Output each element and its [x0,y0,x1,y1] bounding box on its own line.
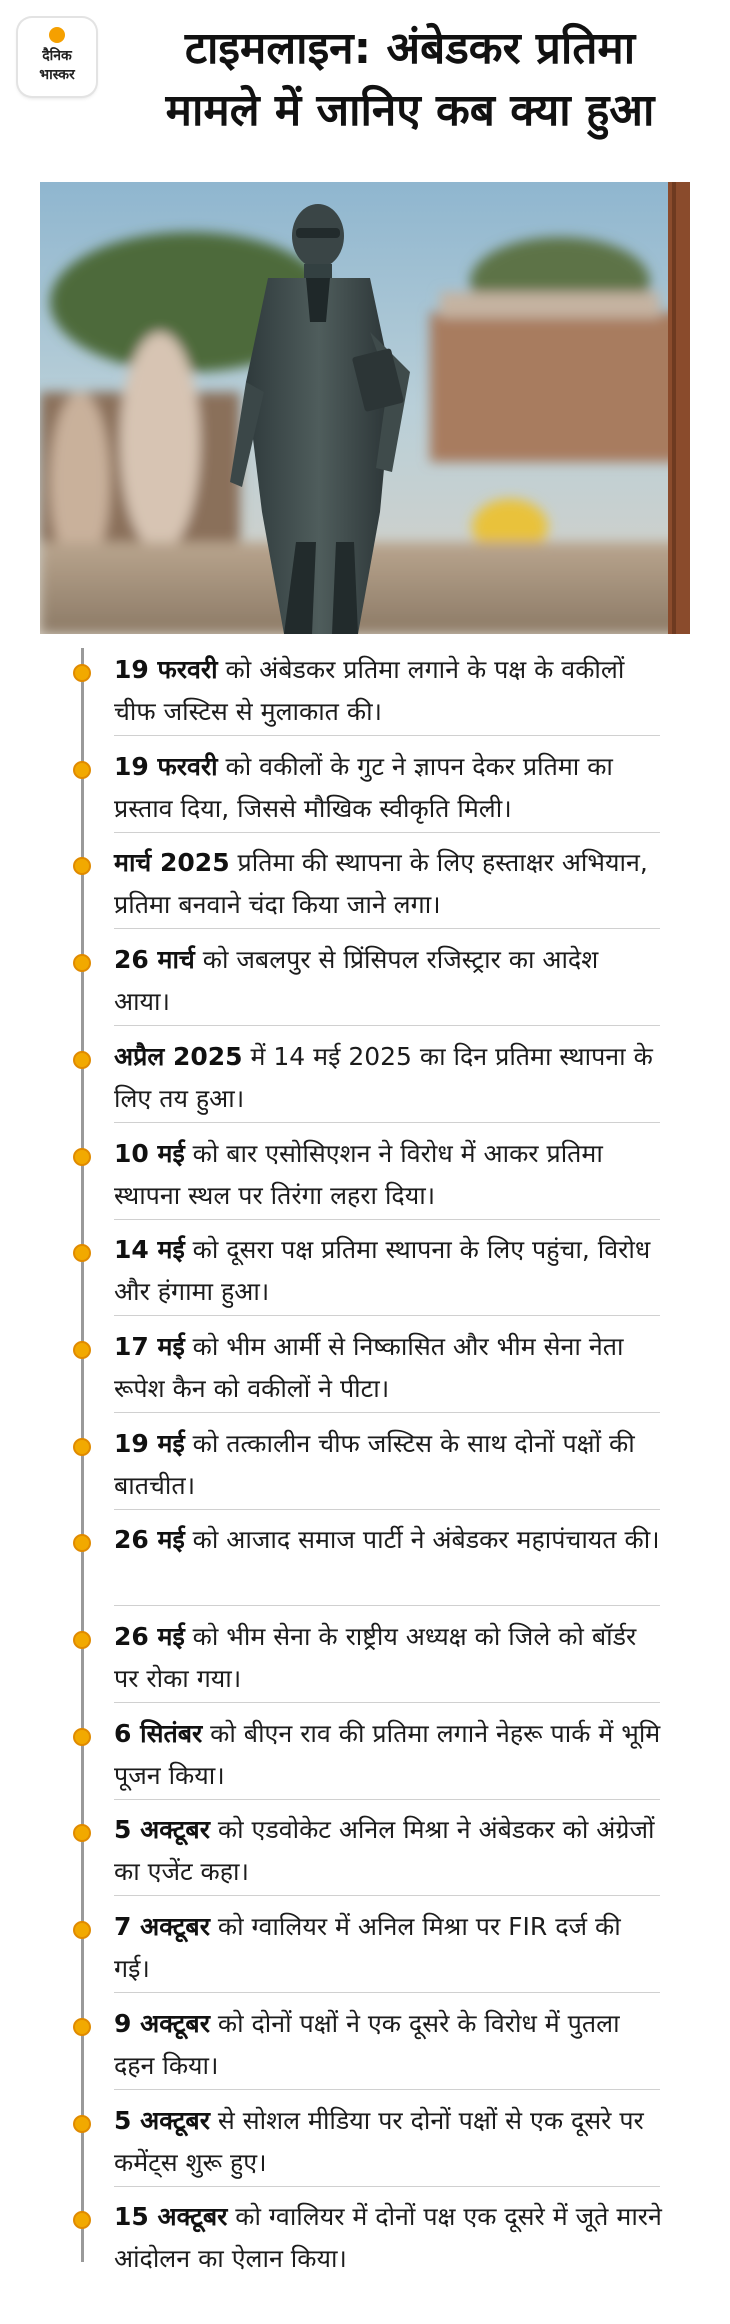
timeline-date: 26 मार्च [114,945,195,975]
timeline-date: 5 अक्टूबर [114,2105,210,2135]
timeline-dot-icon [73,761,91,779]
timeline-date: 6 सितंबर [114,1718,203,1748]
timeline-date: 17 मई [114,1331,185,1361]
timeline-dot-icon [73,857,91,875]
timeline-item [60,1220,660,1316]
title-line-2: मामले में जानिए कब क्या हुआ [165,85,655,136]
title-line-1: टाइमलाइन: अंबेडकर प्रतिमा [184,23,636,74]
timeline-date: 26 मई [114,1622,185,1651]
timeline-dot-icon [73,1921,91,1939]
timeline-text [114,1229,662,1313]
timeline-date: 19 फरवरी [114,655,218,684]
timeline-description: को जबलपुर से प्रिंसिपल रजिस्ट्रार का आदेश आया। [114,945,599,1017]
timeline-description: को दोनों पक्षों ने एक दूसरे के विरोध में पुतला दहन किया। [114,2008,620,2080]
timeline-text [114,1133,662,1217]
timeline-description: को अंबेडकर प्रतिमा लगाने के पक्ष के वकीलों चीफ जस्टिस से मुलाकात की। [114,655,625,726]
timeline-item [60,1414,660,1510]
timeline-text [114,1809,662,1893]
timeline-description: को ग्वालियर में दोनों पक्ष एक दूसरे में जूते मारने आंदोलन का ऐलान किया। [114,2202,662,2274]
timeline-item [60,1994,660,2090]
timeline-description: को भीम आर्मी से निष्कासित और भीम सेना नेता रूपेश कैन को वकीलों ने पीटा। [114,1331,624,1403]
timeline-dot-icon [73,1824,91,1842]
timeline-date: 7 अक्टूबर [114,1912,210,1942]
timeline-text [114,2196,662,2280]
timeline-dot-icon [73,1341,91,1359]
timeline-dot-icon [73,2018,91,2036]
timeline-item [60,1704,660,1800]
timeline-dot-icon [73,664,91,682]
timeline-description: को बार एसोसिएशन ने विरोध में आकर प्रतिमा स्थापना स्थल पर तिरंगा लहरा दिया। [114,1138,603,1210]
timeline-dot-icon [73,1051,91,1069]
timeline-date: 5 अक्टूबर [114,1815,210,1845]
sun-dot-icon [49,27,65,43]
timeline-item [60,1317,660,1413]
timeline-item [60,737,660,833]
timeline-item [60,833,660,929]
timeline-item [60,640,660,736]
timeline-date: 19 फरवरी [114,751,218,781]
timeline [0,640,730,2324]
timeline-text [114,746,662,830]
timeline-dot-icon [73,954,91,972]
brand-logo[interactable] [18,18,96,96]
timeline-description: को एडवोकेट अनिल मिश्रा ने अंबेडकर को अंग्रेजों का एजेंट कहा। [114,1815,655,1887]
statue-photo [40,182,690,634]
timeline-text [114,842,662,926]
timeline-text [114,2003,662,2087]
timeline-item [60,930,660,1026]
timeline-dot-icon [73,2115,91,2133]
timeline-item [60,1800,660,1896]
timeline-dot-icon [73,2211,91,2229]
timeline-description: को दूसरा पक्ष प्रतिमा स्थापना के लिए पहुंचा, विरोध और हंगामा हुआ। [114,1235,651,1307]
timeline-description: को वकीलों के गुट ने ज्ञापन देकर प्रतिमा का प्रस्ताव दिया, जिससे मौखिक स्वीकृति मिली। [114,751,613,823]
logo-text-bottom: भास्कर [39,67,75,83]
timeline-dot-icon [73,1631,91,1649]
timeline-date: मार्च 2025 [114,848,230,878]
timeline-date: 14 मई [114,1235,185,1265]
timeline-description: प्रतिमा की स्थापना के लिए हस्ताक्षर अभियान, प्रतिमा बनवाने चंदा किया जाने लगा। [114,848,648,920]
timeline-description: से सोशल मीडिया पर दोनों पक्षों से एक दूसरे पर कमेंट्स शुरू हुए। [114,2105,644,2177]
timeline-dot-icon [73,1534,91,1552]
timeline-description: को आजाद समाज पार्टी ने अंबेडकर महापंचायत की। [184,1525,660,1555]
timeline-text [114,1519,662,1561]
timeline-date: 26 मई [114,1525,185,1555]
timeline-item [60,1607,660,1703]
timeline-text [114,1423,662,1507]
timeline-date: 10 मई [114,1138,185,1168]
timeline-text [114,2100,662,2184]
timeline-text [114,939,662,1023]
timeline-dot-icon [73,1148,91,1166]
timeline-item [60,2091,660,2187]
timeline-text [114,1616,662,1700]
header [0,0,730,178]
page-title [100,18,720,142]
timeline-item [60,1897,660,1993]
timeline-text [114,1036,662,1120]
timeline-description: को बीएन राव की प्रतिमा लगाने नेहरू पार्क में भूमि पूजन किया। [114,1718,661,1790]
timeline-dot-icon [73,1728,91,1746]
timeline-item [60,2187,660,2283]
timeline-date: 15 अक्टूबर [114,2202,228,2232]
timeline-date: अप्रैल 2025 [114,1041,243,1071]
timeline-date: 9 अक्टूबर [114,2008,210,2038]
timeline-item [60,1124,660,1220]
timeline-description: को भीम सेना के राष्ट्रीय अध्यक्ष को जिले को बॉर्डर पर रोका गया। [114,1622,637,1693]
timeline-description: को ग्वालियर में अनिल मिश्रा पर FIR दर्ज की गई। [114,1912,621,1984]
timeline-text [114,1906,662,1990]
timeline-item [60,1027,660,1123]
timeline-item [60,1510,660,1606]
timeline-dot-icon [73,1438,91,1456]
timeline-description: में 14 मई 2025 का दिन प्रतिमा स्थापना के लिए तय हुआ। [114,1041,653,1113]
timeline-text [114,1326,662,1410]
timeline-description: को तत्कालीन चीफ जस्टिस के साथ दोनों पक्षों की बातचीत। [114,1428,635,1500]
timeline-date: 19 मई [114,1428,185,1458]
logo-text-top: दैनिक [42,48,72,64]
statue-illustration [40,182,690,634]
timeline-text [114,1713,662,1797]
timeline-text [114,649,662,733]
timeline-dot-icon [73,1244,91,1262]
